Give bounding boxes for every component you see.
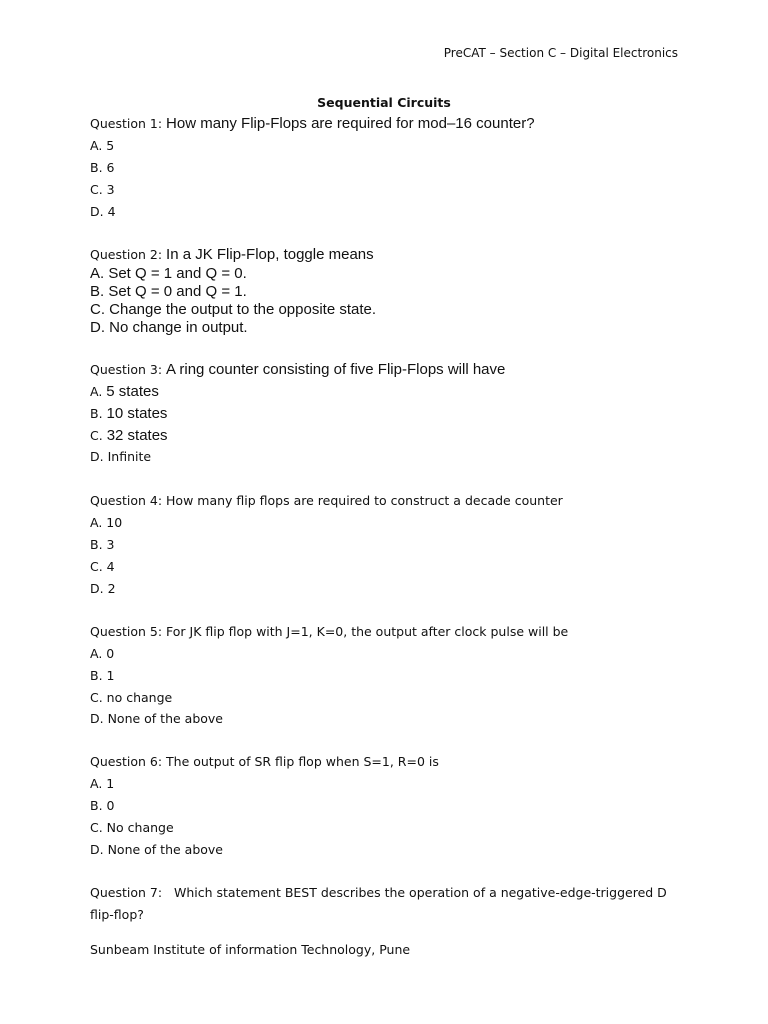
page-footer: Sunbeam Institute of information Technology, Pune [90, 942, 411, 957]
question-1-option-a: A. 5 [90, 138, 115, 153]
question-4-option-c: C. 4 [90, 559, 115, 574]
question-3-option-c [90, 427, 168, 444]
question-5-option-c: C. no change [90, 690, 173, 705]
question-5-option-a: A. 0 [90, 646, 115, 661]
question-4-option-a: A. 10 [90, 515, 123, 530]
question-6-option-a: A. 1 [90, 776, 115, 791]
question-1-label: Question 1: [90, 116, 163, 131]
question-7-text: Question 7: Which statement BEST describes the operation of a negative-edge-triggered D flip-flop? [90, 885, 671, 922]
question-3-option-d [90, 449, 151, 464]
option-text: Infinite [107, 449, 152, 464]
question-3-option-b [90, 405, 167, 422]
question-4-option-b: B. 3 [90, 537, 115, 552]
question-1 [90, 115, 535, 132]
question-2-option-d: D. No change in output. [90, 319, 248, 336]
option-prefix: A. [90, 384, 103, 399]
question-6-text: Question 6: The output of SR flip flop when S=1, R=0 is [90, 754, 439, 769]
question-1-option-b: B. 6 [90, 160, 115, 175]
question-2-option-c: C. Change the output to the opposite state. [90, 301, 377, 318]
question-4-text: Question 4: How many flip flops are required to construct a decade counter [90, 493, 563, 508]
page-header: PreCAT – Section C – Digital Electronics [443, 46, 678, 60]
question-4-option-d: D. 2 [90, 581, 116, 596]
question-6-option-d: D. None of the above [90, 842, 223, 857]
question-2-option-a: A. Set Q = 1 and Q = 0. [90, 265, 247, 282]
question-3 [90, 361, 505, 378]
question-2 [90, 246, 374, 263]
question-3-option-a [90, 383, 159, 400]
question-6-option-c: C. No change [90, 820, 174, 835]
question-3-label: Question 3: [90, 362, 163, 377]
question-1-option-d: D. 4 [90, 204, 116, 219]
question-3-text: A ring counter consisting of five Flip-Flops will have [166, 361, 506, 378]
option-prefix: B. [90, 406, 103, 421]
question-2-text: In a JK Flip-Flop, toggle means [166, 246, 374, 263]
question-1-option-c: C. 3 [90, 182, 115, 197]
option-text: 10 states [106, 405, 168, 422]
question-2-option-b: B. Set Q = 0 and Q = 1. [90, 283, 247, 300]
question-5-option-d: D. None of the above [90, 711, 223, 726]
page-title: Sequential Circuits [317, 95, 451, 110]
option-prefix: C. [90, 428, 103, 443]
question-5-option-b: B. 1 [90, 668, 115, 683]
option-text: 32 states [106, 427, 168, 444]
question-1-text: How many Flip-Flops are required for mod–16 counter? [166, 115, 535, 132]
option-prefix: D. [90, 449, 104, 464]
question-2-label: Question 2: [90, 247, 163, 262]
question-6-option-b: B. 0 [90, 798, 115, 813]
option-text: 5 states [106, 383, 159, 400]
question-5-text: Question 5: For JK flip flop with J=1, K=0, the output after clock pulse will be [90, 624, 569, 639]
